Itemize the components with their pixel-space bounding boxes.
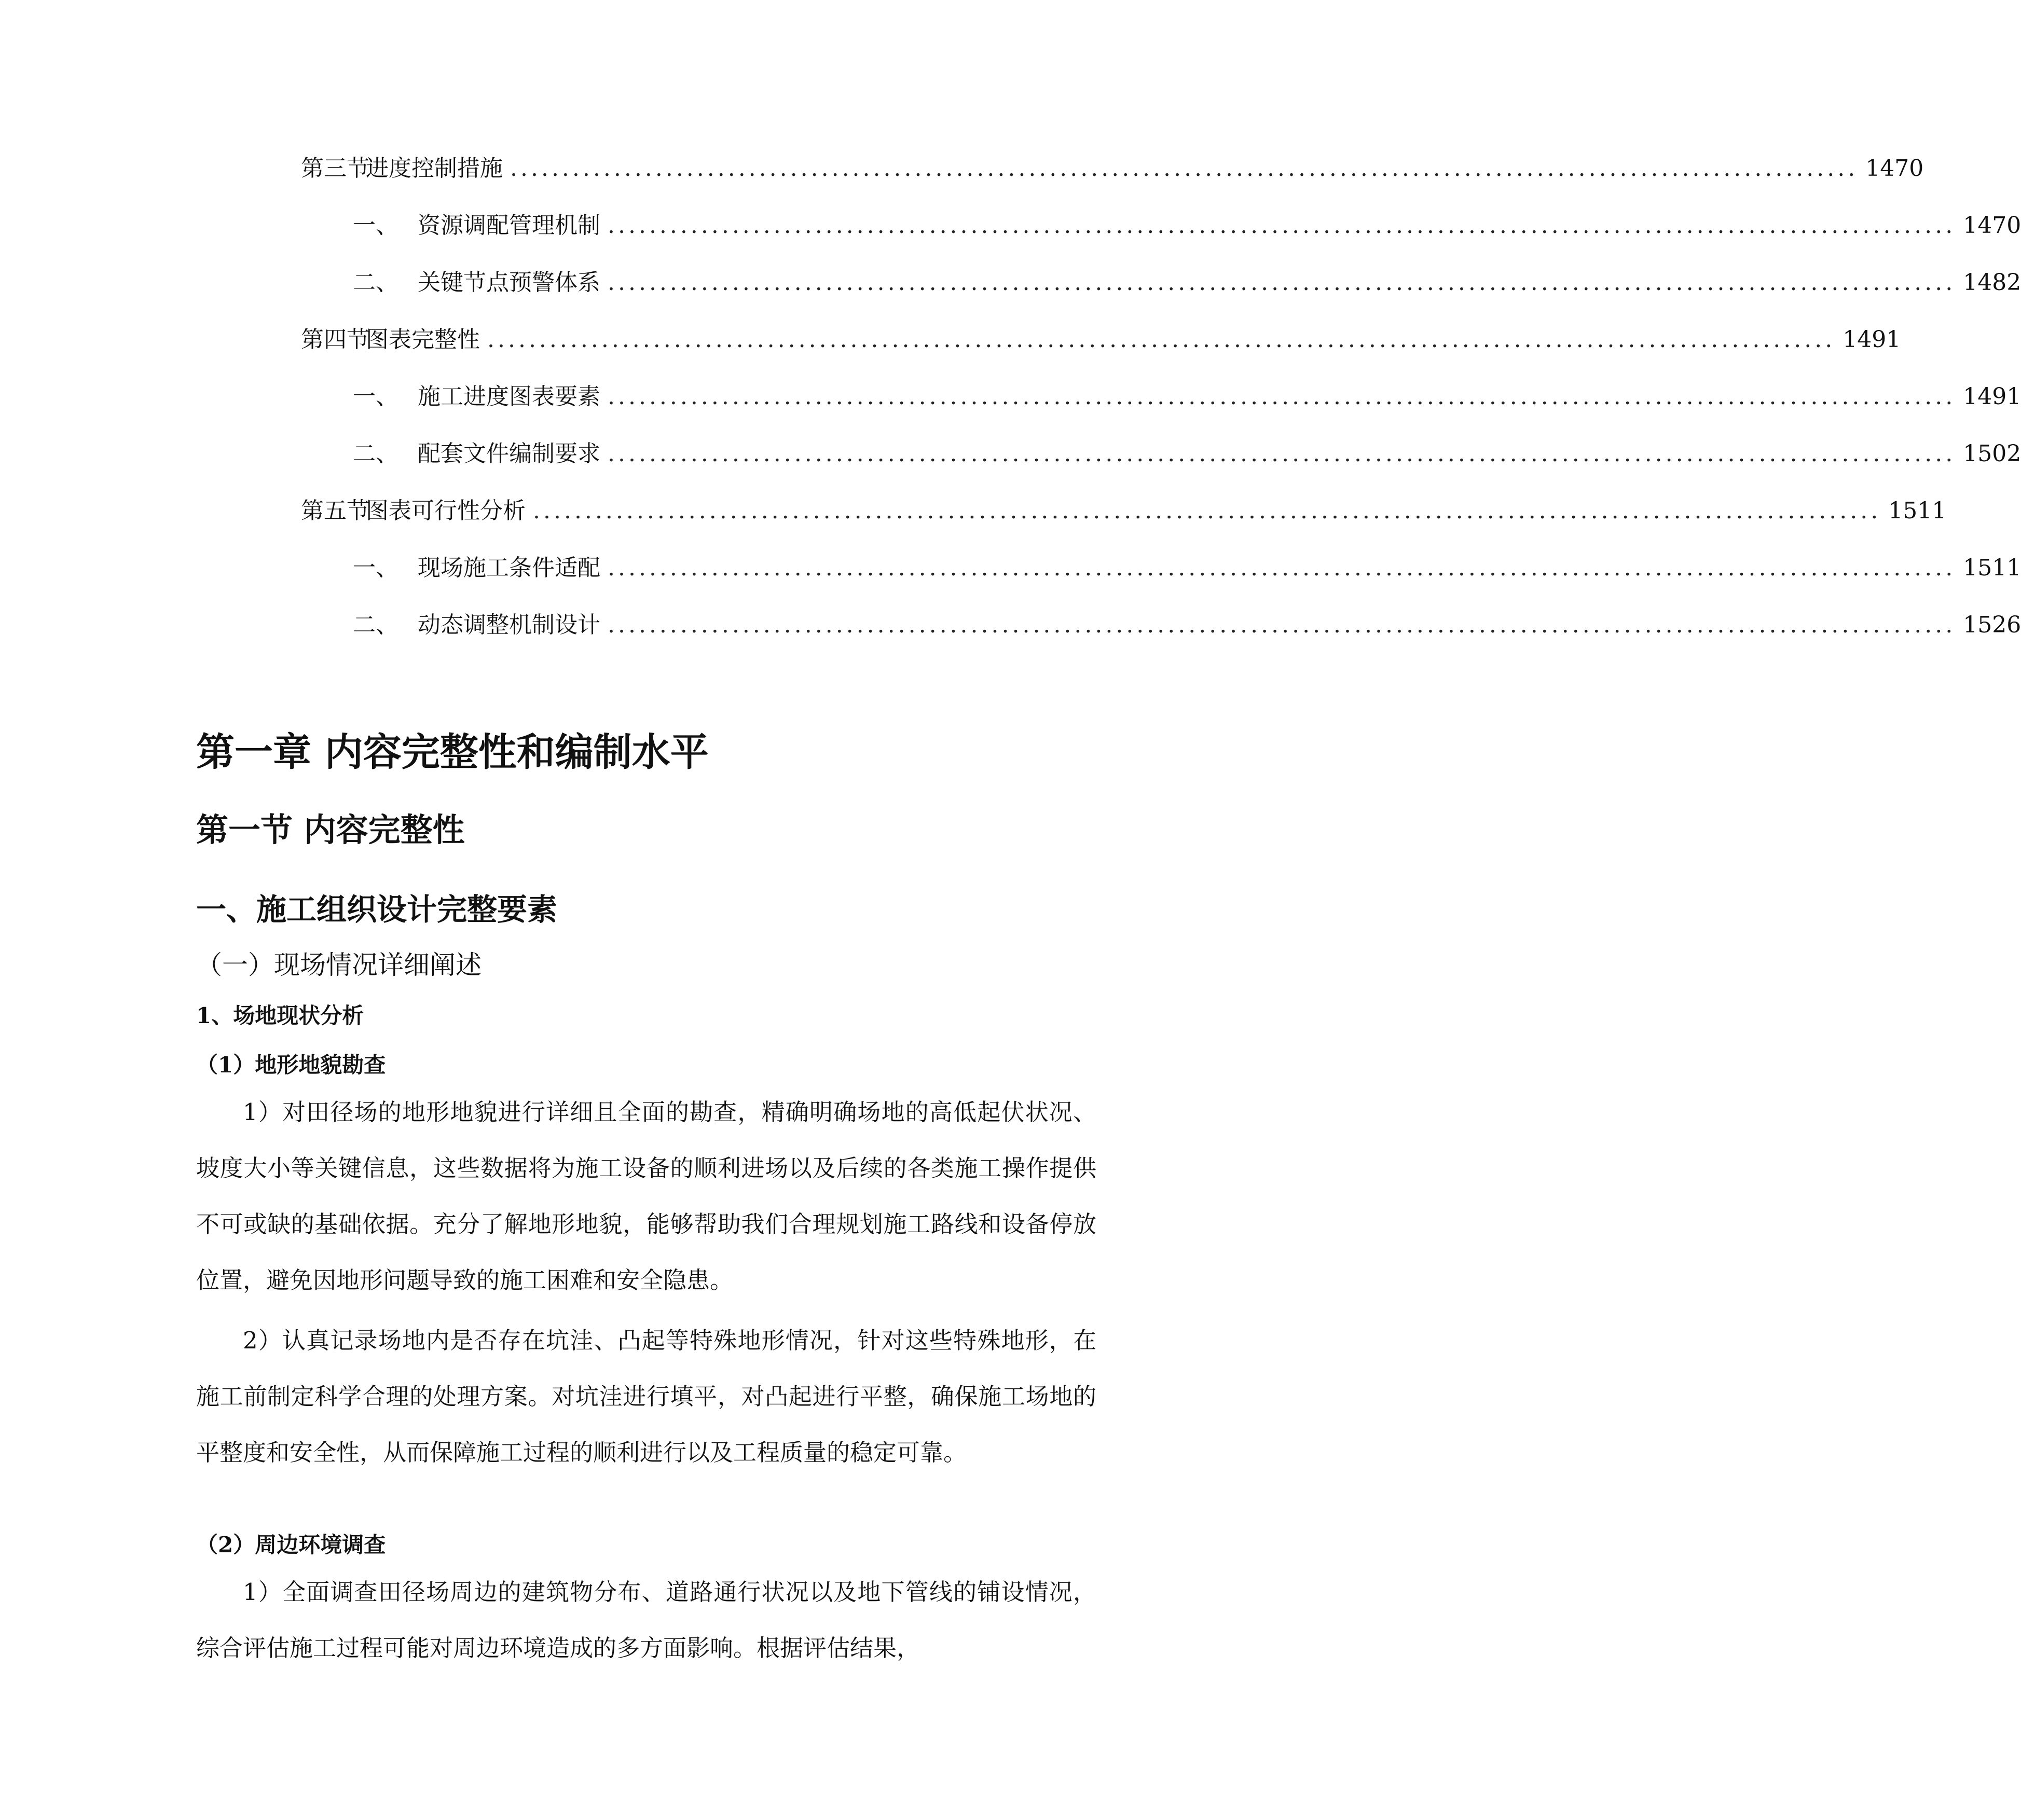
toc-entry-title: 动态调整机制设计 [418, 612, 600, 638]
toc-leader-dots: .................................................................................................................................. [608, 212, 1956, 239]
toc-entry-title: 资源调配管理机制 [418, 212, 600, 239]
toc-entry-number: 一、 [353, 555, 398, 581]
toc-leader-dots: .................................................................................................................................. [608, 555, 1956, 581]
toc-entry-number: 第五节 [301, 498, 369, 524]
toc-entry-title: 关键节点预警体系 [418, 269, 600, 296]
item-heading: （2）周边环境调查 [196, 1532, 386, 1557]
toc-entry-number: 二、 [353, 440, 398, 467]
toc-entry-title: 现场施工条件适配 [418, 555, 600, 581]
toc-entry[interactable] [301, 322, 1901, 358]
toc-entry[interactable] [353, 436, 2021, 472]
subsection-heading: 一、施工组织设计完整要素 [196, 892, 558, 927]
body-paragraph: 1）对田径场的地形地貌进行详细且全面的勘查，精确明确场地的高低起伏状况、坡度大小等关键信息，这些数据将为施工设备的顺利进场以及后续的各类施工操作提供不可或缺的基础依据。充分了解地形地貌，能够帮助我们合理规划施工路线和设备停放位置，避免因地形问题导致的施工困难和安全隐患。 [196, 1098, 1096, 1294]
toc-entry-title: 配套文件编制要求 [418, 440, 600, 467]
item-heading: （1）地形地貌勘查 [196, 1052, 386, 1078]
toc-entry-page: 1502 [1963, 440, 2021, 467]
toc-leader-dots: .................................................................................................................................. [533, 498, 1881, 524]
chapter-heading: 第一章 内容完整性和编制水平 [196, 730, 709, 775]
toc-entry-title: 施工进度图表要素 [418, 383, 600, 410]
toc-entry[interactable] [353, 550, 2021, 586]
toc-entry-page: 1526 [1963, 612, 2021, 638]
toc-entry[interactable] [301, 150, 1924, 187]
toc-entry-page: 1491 [1963, 383, 2021, 410]
numbered-heading: 1、场地现状分析 [196, 1003, 364, 1028]
toc-entry[interactable] [353, 607, 2021, 643]
toc-entry-number: 一、 [353, 212, 398, 239]
toc-leader-dots: .................................................................................................................................. [608, 269, 1956, 296]
body-paragraph: 2）认真记录场地内是否存在坑洼、凸起等特殊地形情况，针对这些特殊地形，在施工前制定科学合理的处理方案。对坑洼进行填平，对凸起进行平整，确保施工场地的平整度和安全性，从而保障施工过程的顺利进行以及工程质量的稳定可靠。 [196, 1327, 1096, 1466]
toc-entry-page: 1470 [1963, 212, 2021, 239]
toc-leader-dots: .................................................................................................................................. [608, 440, 1956, 467]
toc-entry-page: 1511 [1888, 498, 1947, 524]
body-paragraph: 1）全面调查田径场周边的建筑物分布、道路通行状况以及地下管线的铺设情况，综合评估施工过程可能对周边环境造成的多方面影响。根据评估结果， [196, 1578, 1096, 1662]
toc-entry-number: 二、 [353, 612, 398, 638]
toc-entry[interactable] [353, 208, 2021, 244]
toc-entry-number: 第四节 [301, 326, 369, 353]
toc-entry[interactable] [301, 493, 1947, 529]
toc-entry-number: 二、 [353, 269, 398, 296]
toc-entry-number: 一、 [353, 383, 398, 410]
paren-heading: （一）现场情况详细阐述 [196, 950, 482, 980]
toc-leader-dots: .................................................................................................................................. [487, 326, 1836, 353]
toc-leader-dots: .................................................................................................................................. [510, 155, 1859, 182]
section-heading: 第一节 内容完整性 [196, 811, 465, 849]
toc-entry[interactable] [353, 265, 2021, 301]
toc-entry-page: 1470 [1865, 155, 1924, 182]
toc-entry[interactable] [353, 379, 2021, 415]
toc-entry-title: 图表可行性分析 [366, 498, 526, 524]
toc-entry-title: 图表完整性 [366, 326, 480, 353]
toc-entry-page: 1482 [1963, 269, 2021, 296]
toc-entry-number: 第三节 [301, 155, 369, 182]
toc-entry-title: 进度控制措施 [366, 155, 503, 182]
toc-leader-dots: .................................................................................................................................. [608, 383, 1956, 410]
toc-entry-page: 1491 [1843, 326, 1901, 353]
toc-leader-dots: .................................................................................................................................. [608, 612, 1956, 638]
toc-entry-page: 1511 [1963, 555, 2021, 581]
